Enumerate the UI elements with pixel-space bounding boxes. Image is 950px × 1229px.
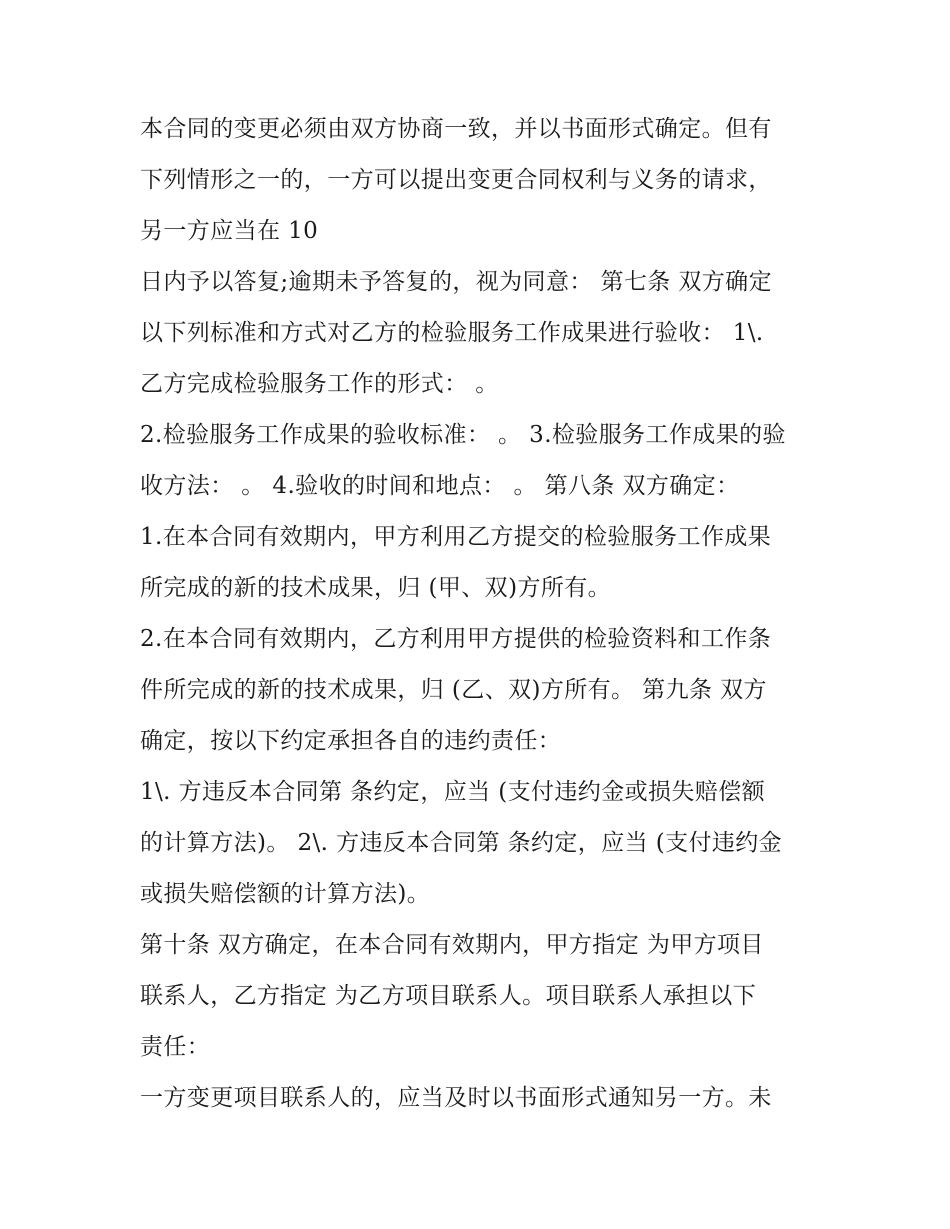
text-line: 一方变更项目联系人的，应当及时以书面形式通知另一方。未 [140, 1085, 772, 1111]
text-line: 1\. 方违反本合同第 条约定，应当 (支付违约金或损失赔偿额 [140, 779, 765, 805]
text-line: 责任： [140, 1034, 211, 1060]
text-line: 或损失赔偿额的计算方法)。 [140, 881, 431, 907]
text-line: 收方法： 。 4.验收的时间和地点： 。 第八条 双方确定： [140, 473, 740, 499]
text-line: 以下列标准和方式对乙方的检验服务工作成果进行验收： 1\. [140, 320, 764, 346]
text-line: 1.在本合同有效期内，甲方利用乙方提交的检验服务工作成果 [140, 524, 772, 550]
text-line: 所完成的新的技术成果，归 (甲、双)方所有。 [140, 575, 612, 601]
document-body [140, 110, 820, 1130]
text-line: 的计算方法)。 2\. 方违反本合同第 条约定，应当 (支付违约金 [140, 830, 783, 856]
text-line: 另一方应当在 10 [140, 218, 319, 244]
text-line: 2.在本合同有效期内，乙方利用甲方提供的检验资料和工作条 [140, 626, 772, 652]
text-line: 乙方完成检验服务工作的形式： 。 [140, 371, 499, 397]
text-line: 确定，按以下约定承担各自的违约责任： [140, 728, 562, 754]
text-line: 本合同的变更必须由双方协商一致，并以书面形式确定。但有 [140, 116, 772, 142]
text-line: 件所完成的新的技术成果，归 (乙、双)方所有。 第九条 双方 [140, 677, 767, 703]
text-line: 联系人，乙方指定 为乙方项目联系人。项目联系人承担以下 [140, 983, 757, 1009]
text-line: 日内予以答复;逾期未予答复的，视为同意： 第七条 双方确定 [140, 269, 772, 295]
text-line: 2.检验服务工作成果的验收标准： 。 3.检验服务工作成果的验 [140, 422, 786, 448]
text-line: 第十条 双方确定，在本合同有效期内，甲方指定 为甲方项目 [140, 932, 764, 958]
text-line: 下列情形之一的，一方可以提出变更合同权利与义务的请求， [140, 167, 772, 193]
